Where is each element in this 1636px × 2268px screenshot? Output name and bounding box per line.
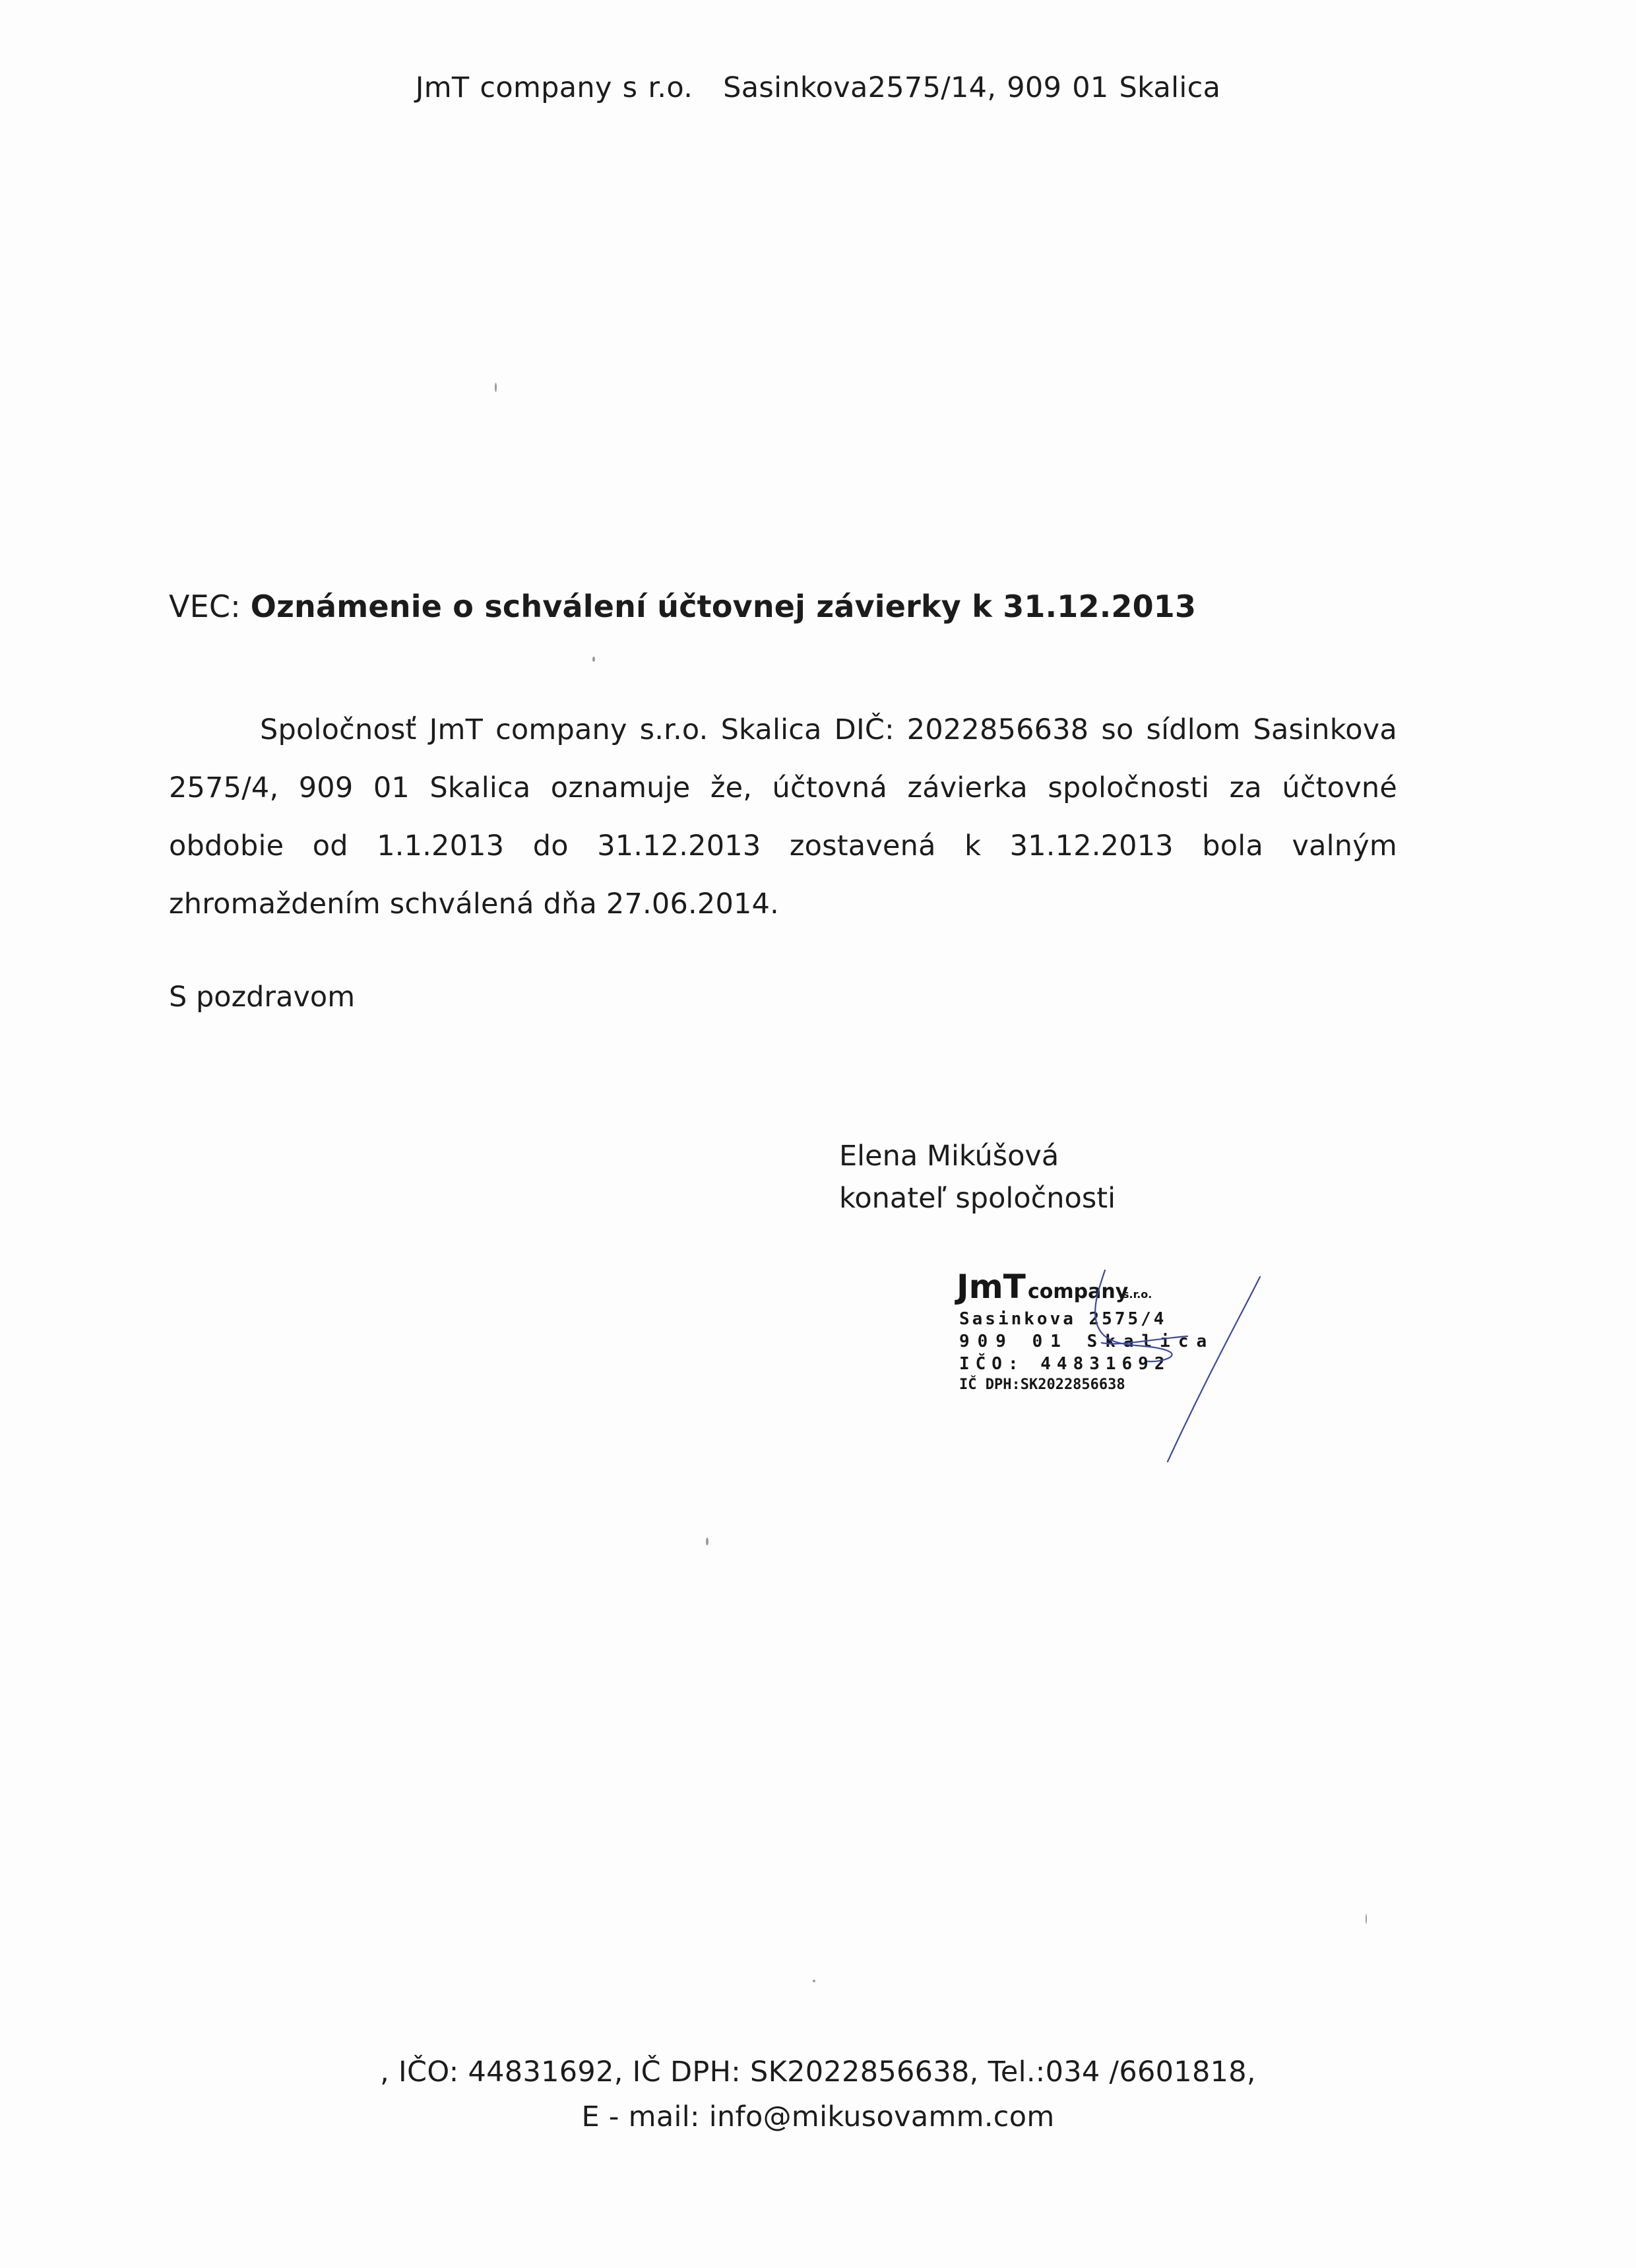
body-paragraph: Spoločnosť JmT company s.r.o. Skalica DIČ: 2022856638 so sídlom Sasinkova 2575/4, 909 01 Skalica oznamuje že, účtovná závierka spoločnosti za účtovné obdobie od 1.1.2013 do 31.12.2013 zostavená k 31.12.2013 bola valným zhromaždením schválená dňa 27.06.2014. bbox=[169, 713, 1397, 921]
footer bbox=[0, 2050, 1636, 2139]
scan-speck bbox=[495, 383, 497, 392]
signer-block bbox=[839, 1135, 1116, 1219]
scan-speck bbox=[706, 1538, 708, 1545]
greeting: S pozdravom bbox=[169, 981, 356, 1014]
stamp-line1: company bbox=[1028, 1280, 1129, 1303]
footer-line1: , IČO: 44831692, IČ DPH: SK2022856638, Tel.:034 /6601818, bbox=[380, 2056, 1256, 2089]
scan-speck bbox=[592, 657, 595, 662]
stamp-logo: JmT bbox=[957, 1268, 1026, 1306]
stamp-line5: IČ DPH:SK2022856638 bbox=[959, 1377, 1125, 1393]
signer-name: Elena Mikúšová bbox=[839, 1140, 1059, 1173]
letterhead bbox=[0, 71, 1636, 104]
letterhead-address: Sasinkova2575/14, 909 01 Skalica bbox=[723, 71, 1221, 104]
company-stamp bbox=[950, 1264, 1293, 1488]
stamp-line3: 909 01 Skalica bbox=[959, 1332, 1215, 1351]
scan-speck bbox=[813, 1980, 815, 1982]
stamp-line4: IČO: 44831692 bbox=[959, 1354, 1171, 1374]
stamp-line2: Sasinkova 2575/4 bbox=[959, 1309, 1167, 1329]
subject-title: Oznámenie o schválení účtovnej závierky k 31.12.2013 bbox=[250, 589, 1197, 624]
stamp-legal-form: s.r.o. bbox=[1123, 1288, 1152, 1301]
signer-role: konateľ spoločnosti bbox=[839, 1182, 1116, 1215]
letterhead-company: JmT company s r.o. bbox=[415, 71, 693, 104]
scan-speck bbox=[1366, 1914, 1367, 1924]
footer-line2: E - mail: info@mikusovamm.com bbox=[581, 2100, 1055, 2133]
subject-prefix: VEC: bbox=[169, 589, 241, 624]
subject-line bbox=[169, 589, 1422, 624]
